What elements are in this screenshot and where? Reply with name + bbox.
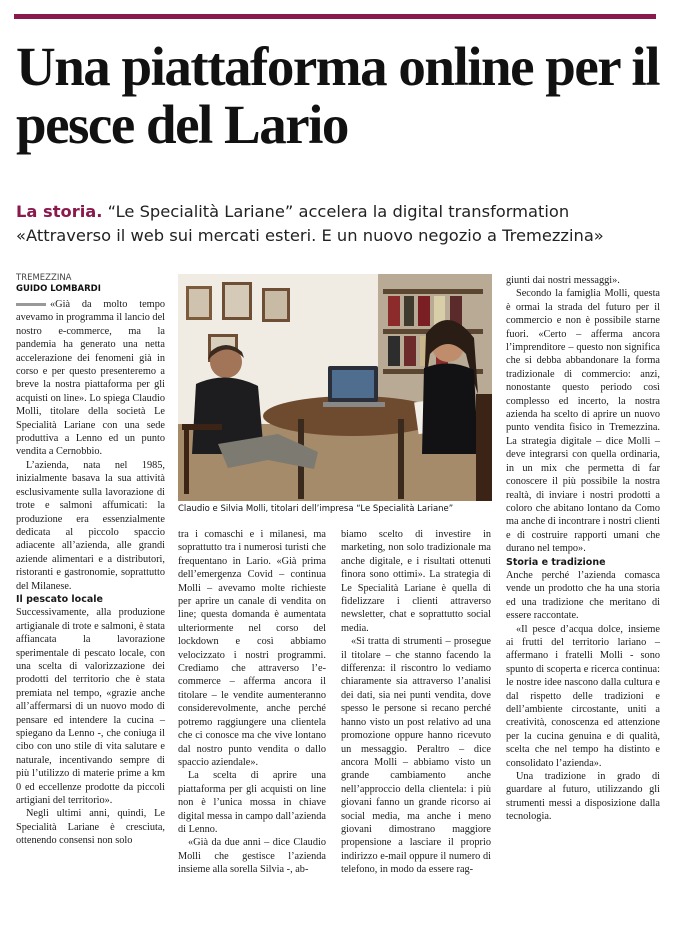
- article-column-3: [341, 528, 491, 877]
- article-photo: [178, 274, 492, 501]
- subhead-text: “Le Specialità Lariane” accelera la digital transformation «Attraverso il web sui mercati esteri. E un nuovo negozio a Tremezzina»: [16, 202, 604, 245]
- article-column-1: [16, 298, 165, 848]
- paragraph: L’azienda, nata nel 1985, inizialmente basava la sua attività esclusivamente sulla lavorazione di trote e salmoni affumicati: la produzione era essenzialmente dedicata al piccolo spaccio adiacente all’azienda, alle grandi aziende alimentari e a distributori, ristoranti e gastronomie, soprattutto del Milanese.: [16, 459, 165, 592]
- section-heading: Il pescato locale: [16, 593, 103, 605]
- paragraph: La scelta di aprire una piattaforma per gli acquisti on line non è l’unica mossa in chiave digital messa in campo dall’azienda di Lenno.: [178, 770, 326, 835]
- photo-caption: Claudio e Silvia Molli, titolari dell’impresa “Le Specialità Lariane”: [178, 504, 454, 514]
- photo-illustration: [178, 274, 492, 501]
- byline-author: GUIDO LOMBARDI: [16, 284, 101, 294]
- subheadline: [16, 200, 664, 248]
- lead-dash: [16, 303, 46, 306]
- paragraph: Anche perché l’azienda comasca vende un prodotto che ha una storia ed una tradizione che meritano di essere raccontate.: [506, 569, 660, 622]
- paragraph: giunti dai nostri messaggi».: [506, 275, 620, 286]
- paragraph: Negli ultimi anni, quindi, Le Specialità Lariane è cresciuta, ottenendo consensi non solo: [16, 808, 165, 847]
- subhead-kicker: La storia.: [16, 202, 103, 221]
- paragraph: biamo scelto di investire in marketing, non solo tradizionale ma anche digitale, e i risultati ottenuti finora sono ottimi». La strategia di Le Specialità Lariane è quella di fidelizzare i clienti attraverso newsletter, chat e soprattutto social media.: [341, 529, 491, 634]
- paragraph: Secondo la famiglia Molli, questa è ormai la strada del futuro per il commercio e non è possibile starne fuori. «Certo – afferma ancora l’imprenditore – questo non significa che si debba abbandonare la forma tradizionale di commercio: anzi, nonostante questo periodo così complesso ed incerto, la nostra azienda ha scelto di aprire un nuovo punto vendita fisico in Tremezzina. La strategia digitale – dice Molli – deve integrarsi con quella ordinaria, in un mix che permetta di far conoscere il più possibile la nostra realtà, di inviare i nostri prodotti a coloro che abitano lontano da Como ma anche di incontrare i nostri clienti e di costruire rapporti umani che durano nel tempo».: [506, 288, 660, 555]
- headline: Una piattaforma online per il pesce del Lario: [16, 36, 659, 155]
- paragraph: «Si tratta di strumenti – prosegue il titolare – che stanno facendo la differenza: il riscontro lo vediamo chiaramente sia attraverso l’analisi dei dati, sia nei punti vendita, dove spesso le persone si recano perché hanno visto un post relativo ad una promozione oppure hanno ricevuto un messaggio. Peraltro – dice ancora Molli – abbiamo visto un grande cambiamento anche nell’approccio della clientela: i più giovani fanno un grande ricorso ai social media, ma anche i meno giovani dimostrano maggiore propensione a lasciare il proprio indirizzo e-mail oppure il numero di telefono, in modo da essere rag-: [341, 636, 491, 876]
- byline: [16, 273, 171, 295]
- paragraph: Una tradizione in grado di guardare al futuro, utilizzando gli strumenti messi a disposizione dalla tecnologia.: [506, 771, 660, 823]
- byline-location: TREMEZZINA: [16, 273, 72, 283]
- paragraph: «Già da molto tempo avevamo in programma il lancio del nostro e-commerce, ma la pandemia ha generato una netta accelerazione dei fenomeni già in corso e per questo presenteremo a breve la nostra piattaforma per gli acquisti on line». Lo spiega Claudio Molli, titolare della società Le Specialità Lariane con una sede produttiva a Lenno ed un punto vendita a Cernobbio.: [16, 299, 165, 458]
- paragraph: «Già da due anni – dice Claudio Molli che gestisce l’azienda insieme alla sorella Silvia -, ab-: [178, 837, 326, 876]
- paragraph: Successivamente, alla produzione artigianale di trote e salmoni, è stata affiancata la lavorazione sperimentale di pescato locale, con una scelta di valorizzazione dei prodotti del territorio che è stata premiata nel tempo, «grazie anche all’affermarsi di un nuovo modo di pensare ed intendere la cucina – spiegano da Lenno -, che coniuga il cibo con uno stile di vita salutare e naturale, incentivando sempre di più l’utilizzo di materie prime a km 0 ed eccellenze prodotte da piccoli artigiani del territorio».: [16, 607, 165, 807]
- paragraph: tra i comaschi e i milanesi, ma soprattutto tra i numerosi turisti che frequentano in Lario. «Già prima dell’emergenza Covid – continua Molli – avevamo molte richieste per aprire un canale di vendita on line; questa domanda è aumentata ulteriormente nel corso del lockdown e così abbiamo velocizzato i nostri programmi. Crediamo che attraverso l’e-commerce – afferma ancora il titolare – le vendite aumenteranno considerevolmente, anche perché potremo raggiungere una clientela che ci conosce ma che vive lontano dal nostro punto vendita o dallo spaccio aziendale».: [178, 529, 326, 768]
- paragraph: «Il pesce d’acqua dolce, insieme ai frutti del territorio lariano – affermano i fratelli Molli - sono spunto di scoperta e ricerca continua: le nostre idee nascono dalla cultura e dal rispetto delle tradizioni e dell’ambiente circostante, uniti a creatività, conoscenza ed attenzione per la cucina genuina e di qualità, scelta che nel tempo ha distinto e consolidato l’azienda».: [506, 623, 660, 769]
- section-heading: Storia e tradizione: [506, 556, 606, 568]
- article-column-2: [178, 528, 326, 877]
- article-column-4: [506, 274, 660, 824]
- top-rule: [14, 14, 656, 19]
